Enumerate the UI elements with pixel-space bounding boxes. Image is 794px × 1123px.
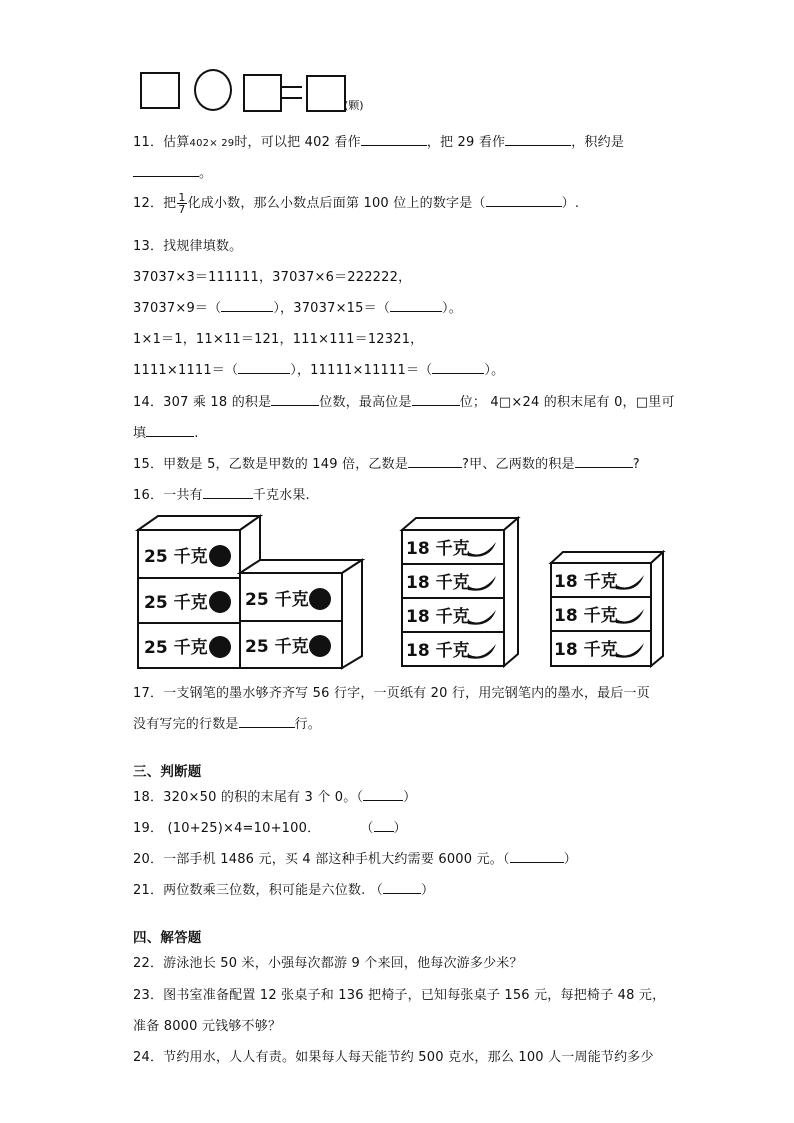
question-15: 15．甲数是 5，乙数是甲数的 149 倍，乙数是 ?甲、乙两数的积是 ?: [133, 457, 640, 472]
question-14-cont: 填 .: [133, 426, 199, 441]
blank[interactable]: [505, 133, 571, 146]
question-11-cont: 。: [133, 162, 212, 181]
blank[interactable]: [432, 361, 484, 374]
blank[interactable]: [374, 819, 394, 832]
blank[interactable]: [408, 455, 462, 468]
unit-label: (颗): [344, 99, 364, 112]
blank[interactable]: [133, 164, 199, 177]
blank[interactable]: [510, 850, 564, 863]
question-21: 21．两位数乘三位数，积可能是六位数. （ ）: [133, 883, 435, 898]
fraction: $\frac{1}{7}$: [178, 191, 186, 216]
question-13-line4: 1111×1111＝（ ），11111×11111＝（ ）。: [133, 363, 505, 378]
svg-text:18 千克: 18 千克: [554, 606, 618, 626]
answer-box-2: [243, 74, 282, 112]
question-24: 24．节约用水，人人有责。如果每人每天能节约 500 克水，那么 100 人一周能节约多少: [133, 1050, 654, 1065]
svg-text:18 千克: 18 千克: [554, 572, 618, 592]
fruit-crates-illustration: [130, 508, 675, 670]
svg-text:25 千克: 25 千克: [245, 590, 309, 610]
equals-sign: [282, 86, 302, 99]
blank[interactable]: [383, 881, 421, 894]
svg-text:25 千克: 25 千克: [144, 547, 208, 567]
question-23-cont: 准备 8000 元钱够不够？: [133, 1019, 282, 1034]
apple-crate: [138, 516, 260, 578]
question-13-title: 13．找规律填数。: [133, 239, 243, 254]
apple-crate: [138, 578, 240, 623]
blank[interactable]: [363, 788, 403, 801]
svg-text:18 千克: 18 千克: [554, 640, 618, 660]
question-23: 23．图书室准备配置 12 张桌子和 136 把椅子，已知每张桌子 156 元，每把椅子 48 元，: [133, 988, 666, 1003]
question-22: 22．游泳池长 50 米，小强每次都游 9 个来回，他每次游多少米？: [133, 956, 523, 971]
answer-box-1: [140, 72, 180, 109]
banana-crate: [402, 598, 504, 632]
banana-crate: [402, 632, 504, 666]
svg-text:18 千克: 18 千克: [406, 641, 470, 661]
question-12: 12．把 $\frac{1}{7}$ 化成小数，那么小数点后面第 100 位上的数字是（ ）.: [133, 191, 580, 216]
question-17: 17．一支钢笔的墨水够齐齐写 56 行字，一页纸有 20 行，用完钢笔内的墨水，最后一页: [133, 686, 650, 701]
blank[interactable]: [575, 455, 633, 468]
blank[interactable]: [361, 133, 427, 146]
blank[interactable]: [412, 393, 460, 406]
svg-text:25 千克: 25 千克: [245, 637, 309, 657]
question-18: 18．320×50 的积的末尾有 3 个 0。（ ）: [133, 790, 417, 805]
answer-box-3: [306, 75, 346, 112]
blank[interactable]: [239, 715, 295, 728]
banana-crate: [402, 564, 504, 598]
question-11: 11．估算402× 29时，可以把 402 看作 ，把 29 看作 ，积约是: [133, 135, 625, 150]
section-heading-judgment: 三、判断题: [133, 764, 202, 780]
blank[interactable]: [390, 299, 442, 312]
apple-crate: [138, 623, 240, 668]
svg-text:25 千克: 25 千克: [144, 638, 208, 658]
svg-text:18 千克: 18 千克: [406, 539, 470, 559]
question-19: 19． (10+25)×4=10+100． （ ）: [133, 821, 407, 836]
question-14: 14．307 乘 18 的积是 位数，最高位是 位； 4□×24 的积末尾有 0，□里可: [133, 395, 675, 410]
blank[interactable]: [203, 486, 253, 499]
question-13-line3: 1×1＝1，11×11＝121，111×111＝12321，: [133, 332, 424, 347]
operator-oval: [194, 69, 232, 111]
question-17-cont: 没有写完的行数是 行。: [133, 717, 322, 732]
blank[interactable]: [221, 299, 273, 312]
banana-crate: [551, 631, 651, 666]
banana-crate: [551, 597, 651, 631]
apple-crate: [240, 621, 342, 668]
question-13-line1: 37037×3＝111111，37037×6＝222222，: [133, 270, 412, 285]
blank[interactable]: [486, 194, 562, 207]
svg-text:18 千克: 18 千克: [406, 573, 470, 593]
question-20: 20．一部手机 1486 元，买 4 部这种手机大约需要 6000 元。（ ）: [133, 852, 577, 867]
svg-text:25 千克: 25 千克: [144, 593, 208, 613]
blank[interactable]: [238, 361, 290, 374]
blank[interactable]: [146, 424, 194, 437]
question-13-line2: 37037×9＝（ ），37037×15＝（ ）。: [133, 301, 462, 316]
section-heading-solve: 四、解答题: [133, 930, 202, 946]
blank[interactable]: [271, 393, 319, 406]
question-16: 16．一共有 千克水果.: [133, 488, 310, 503]
svg-text:18 千克: 18 千克: [406, 607, 470, 627]
